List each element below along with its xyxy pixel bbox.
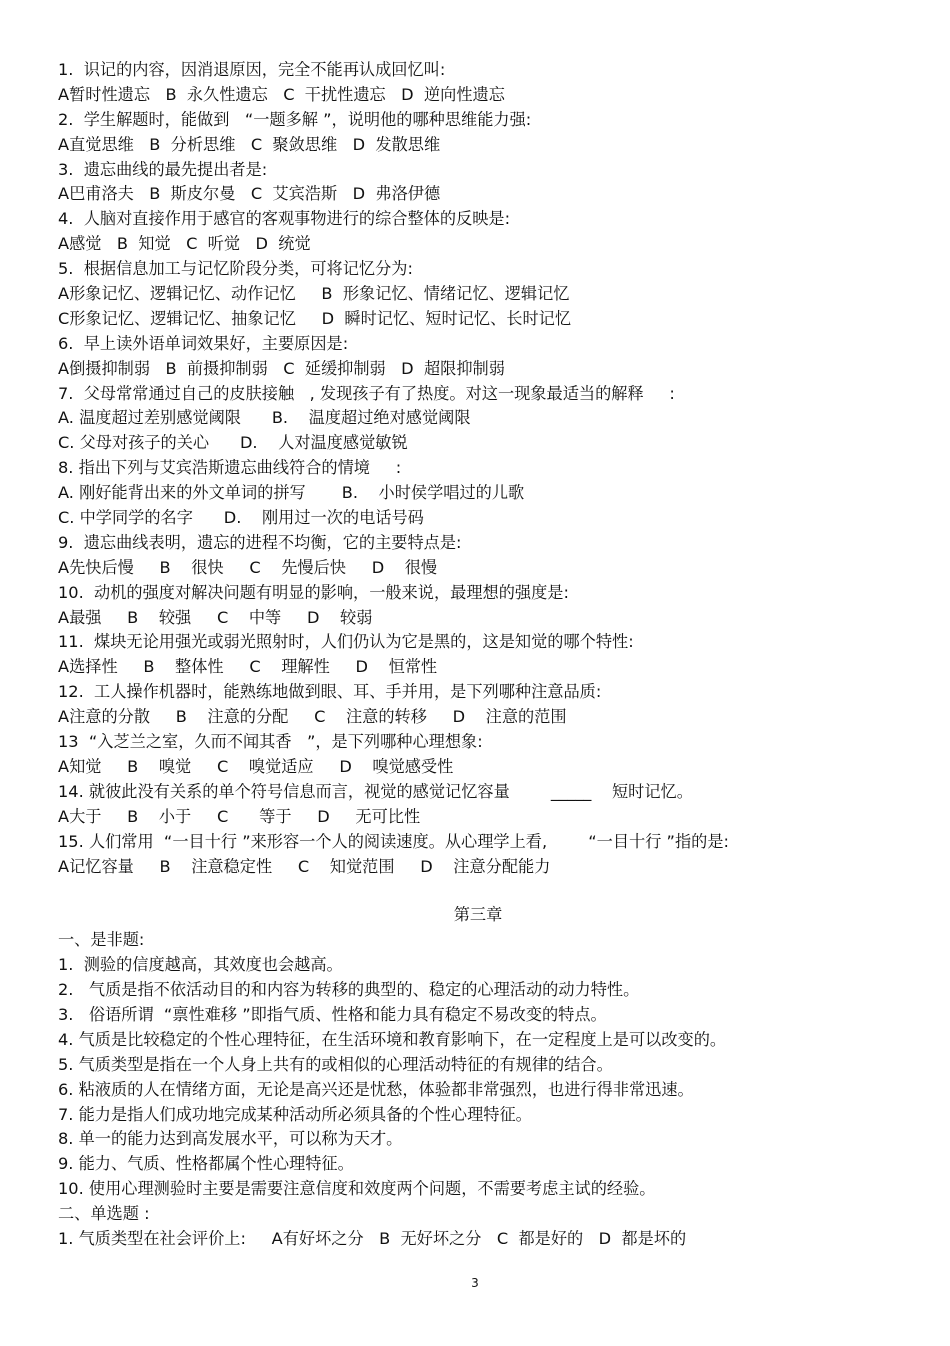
text-line: 7. 能力是指人们成功地完成某种活动所必须具备的个性心理特征。 bbox=[58, 1104, 532, 1124]
text-line: 10. 动机的强度对解决问题有明显的影响，一般来说，最理想的强度是: bbox=[58, 582, 569, 602]
question-list-part2 bbox=[58, 928, 898, 1252]
text-line: 3. 俗语所谓 “禀性难移 ”即指气质、性格和能力具有稳定不易改变的特点。 bbox=[58, 1004, 607, 1024]
text-line: 9. 能力、气质、性格都属个性心理特征。 bbox=[58, 1154, 354, 1174]
chapter-title: 第三章 bbox=[453, 905, 503, 925]
text-line: 5. 气质类型是指在一个人身上共有的或相似的心理活动特征的有规律的结合。 bbox=[58, 1054, 613, 1074]
text-line: A注意的分散 B 注意的分配 C 注意的转移 D 注意的范围 bbox=[58, 707, 567, 727]
text-line: 1. 测验的信度越高，其效度也会越高。 bbox=[58, 955, 343, 975]
text-line: 13 “入芝兰之室，久而不闻其香 ”，是下列哪种心理想象: bbox=[58, 732, 483, 752]
text-line: A先快后慢 B 很快 C 先慢后快 D 很慢 bbox=[58, 557, 438, 577]
text-line: A倒摄抑制弱 B 前摄抑制弱 C 延缓抑制弱 D 超限抑制弱 bbox=[58, 358, 505, 378]
text-line: 4. 人脑对直接作用于感官的客观事物进行的综合整体的反映是: bbox=[58, 209, 511, 229]
text-line: 6. 粘液质的人在情绪方面，无论是高兴还是忧愁，体验都非常强烈，也进行得非常迅速。 bbox=[58, 1079, 694, 1099]
text-line: A选择性 B 整体性 C 理解性 D 恒常性 bbox=[58, 657, 438, 677]
text-line: 1. 气质类型在社会评价上: A有好坏之分 B 无好坏之分 C 都是好的 D 都是坏的 bbox=[58, 1228, 687, 1248]
text-line: A最强 B 较强 C 中等 D 较弱 bbox=[58, 607, 373, 627]
text-line: A巴甫洛夫 B 斯皮尔曼 C 艾宾浩斯 D 弗洛伊德 bbox=[58, 184, 441, 204]
text-line: A直觉思维 B 分析思维 C 聚敛思维 D 发散思维 bbox=[58, 134, 441, 154]
text-line: 6. 早上读外语单词效果好，主要原因是: bbox=[58, 333, 349, 353]
text-line: 8. 指出下列与艾宾浩斯遗忘曲线符合的情境 : bbox=[58, 458, 402, 478]
text-line: 15. 人们常用 “一目十行 ”来形容一个人的阅读速度。从心理学上看, “一目十行 ”指的是: bbox=[58, 831, 729, 851]
text-line: 11. 煤块无论用强光或弱光照射时，人们仍认为它是黑的，这是知觉的哪个特性: bbox=[58, 632, 634, 652]
page-number: 3 bbox=[471, 1276, 479, 1290]
text-line: A知觉 B 嗅觉 C 嗅觉适应 D 嗅觉感受性 bbox=[58, 756, 454, 776]
text-line: 2. 气质是指不依活动目的和内容为转移的典型的、稳定的心理活动的动力特性。 bbox=[58, 980, 640, 1000]
text-line: 二、单选题 : bbox=[58, 1204, 150, 1224]
text-line: 8. 单一的能力达到高发展水平，可以称为天才。 bbox=[58, 1129, 403, 1149]
text-line: 3. 遗忘曲线的最先提出者是: bbox=[58, 159, 268, 179]
question-list-part1 bbox=[58, 58, 898, 879]
text-line: A. 刚好能背出来的外文单词的拼写 B. 小时侯学唱过的儿歌 bbox=[58, 483, 525, 503]
text-line: A暂时性遗忘 B 永久性遗忘 C 干扰性遗忘 D 逆向性遗忘 bbox=[58, 84, 505, 104]
text-line: A大于 B 小于 C 等于 D 无可比性 bbox=[58, 806, 421, 826]
text-line: A形象记忆、逻辑记忆、动作记忆 B 形象记忆、情绪记忆、逻辑记忆 bbox=[58, 284, 570, 304]
text-line: C. 父母对孩子的关心 D. 人对温度感觉敏锐 bbox=[58, 433, 408, 453]
text-line: 5. 根据信息加工与记忆阶段分类，可将记忆分为: bbox=[58, 259, 413, 279]
document-page bbox=[58, 58, 898, 1252]
text-line: 7. 父母常常通过自己的皮肤接触 , 发现孩子有了热度。对这一现象最适当的解释 : bbox=[58, 383, 675, 403]
text-line: 10. 使用心理测验时主要是需要注意信度和效度两个问题，不需要考虑主试的经验。 bbox=[58, 1179, 656, 1199]
text-line: 1. 识记的内容，因消退原因，完全不能再认成回忆叫: bbox=[58, 60, 446, 79]
text-line: 9. 遗忘曲线表明，遗忘的进程不均衡，它的主要特点是: bbox=[58, 532, 462, 552]
text-line: C. 中学同学的名字 D. 刚用过一次的电话号码 bbox=[58, 508, 424, 528]
text-line: A. 温度超过差别感觉阈限 B. 温度超过绝对感觉阈限 bbox=[58, 408, 471, 428]
text-line: A感觉 B 知觉 C 听觉 D 统觉 bbox=[58, 234, 311, 254]
text-line: 4. 气质是比较稳定的个性心理特征，在生活环境和教育影响下，在一定程度上是可以改变的。 bbox=[58, 1029, 727, 1049]
text-line: 12. 工人操作机器时，能熟练地做到眼、耳、手并用，是下列哪种注意品质: bbox=[58, 682, 602, 702]
text-line: C形象记忆、逻辑记忆、抽象记忆 D 瞬时记忆、短时记忆、长时记忆 bbox=[58, 308, 572, 328]
text-line: 一、是非题: bbox=[58, 930, 145, 950]
text-line: 2. 学生解题时，能做到 “一题多解 ”，说明他的哪种思维能力强: bbox=[58, 109, 532, 129]
text-line: A记忆容量 B 注意稳定性 C 知觉范围 D 注意分配能力 bbox=[58, 856, 551, 876]
text-line: 14. 就彼此没有关系的单个符号信息而言，视觉的感觉记忆容量 _____ 短时记忆。 bbox=[58, 781, 693, 801]
